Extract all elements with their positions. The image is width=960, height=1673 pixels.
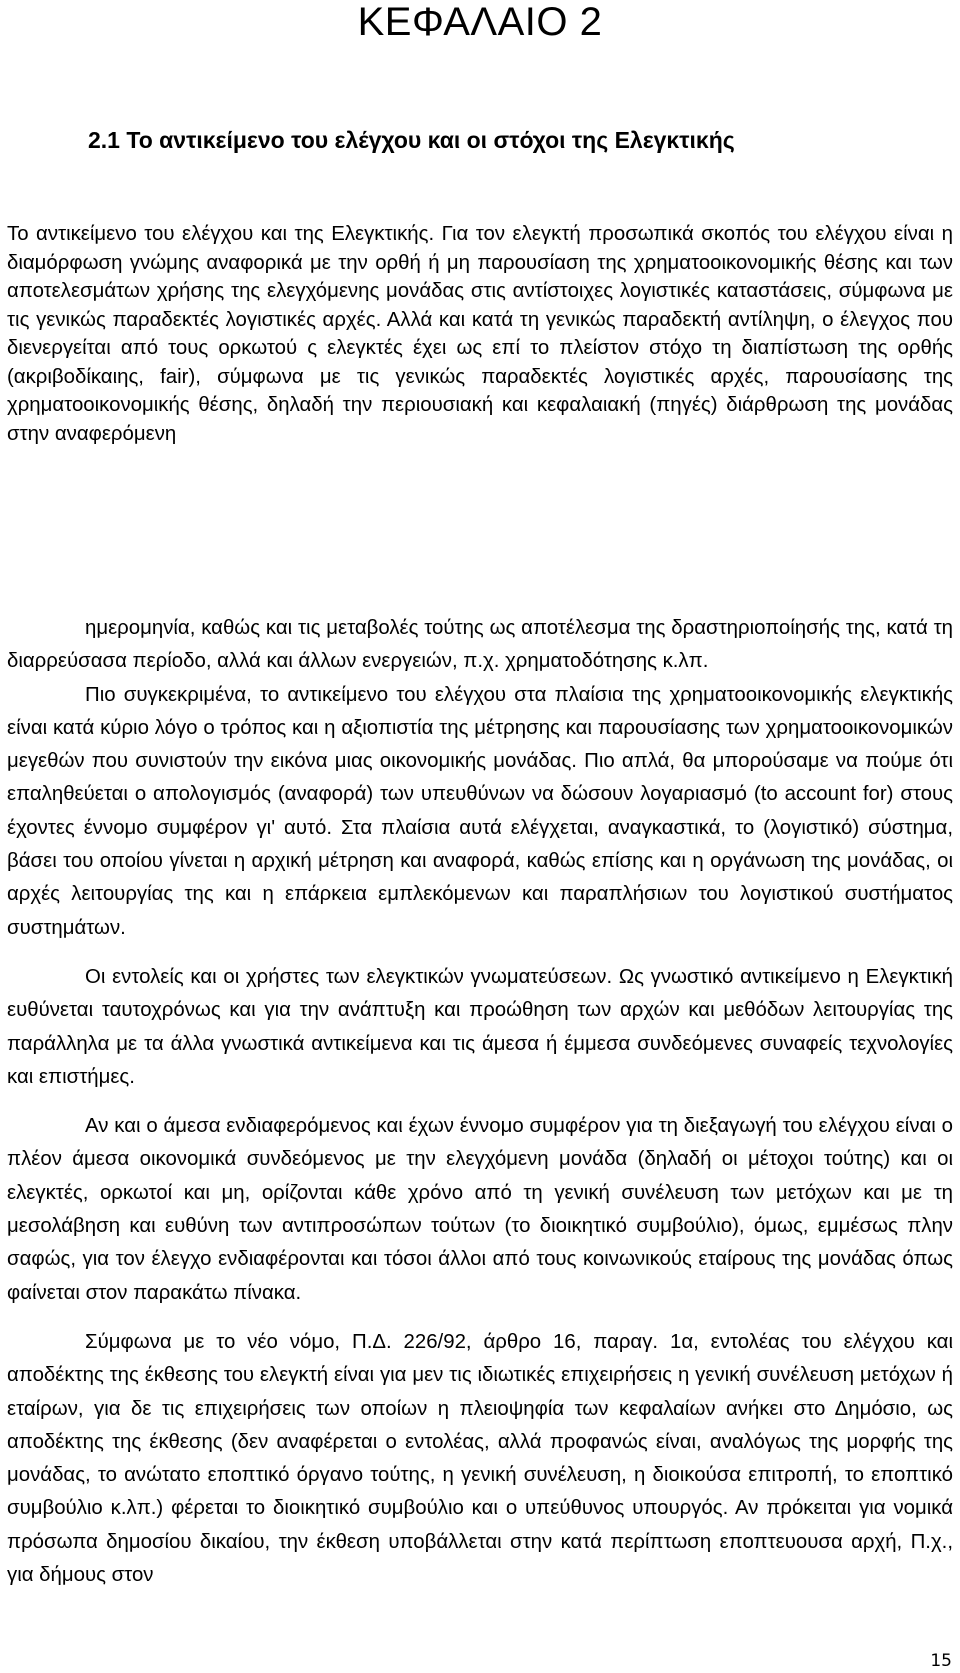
paragraph-intro: Το αντικείμενο του ελέγχου και της Ελεγκτικής. Για τον ελεγκτή προσωπικά σκοπός του ελέγχου είναι η διαμόρφωση γνώμης αναφορικά με την ορθή ή μη παρουσίαση της χρηματοοικονομικής θέσης και των αποτελεσμάτων χρήσης της ελεγχόμενης μονάδας στις αντίστοιχες λογιστικές καταστάσεις, σύμφωνα με τις γενικώς παραδεκτές λογιστικές αρχές. Αλλά και κατά τη γενικώς παραδεκτή αντίληψη, ο έλεγχος που διενεργείται από τους ορκωτού ς ελεγκτές έχει ως επί το πλείστον στόχο τη διαπίστωση της ορθής (ακριβοδίκαιης, fair), σύμφωνα με τις γενικώς παραδεκτές λογιστικές αρχές, παρουσίασης της χρηματοοικονομικής θέσης, δηλαδή την περιουσιακή και κεφαλαιακή (πηγές) διάρθρωση της μονάδας στην αναφερόμενη — [7, 223, 953, 445]
paragraph-specific-object: Πιο συγκεκριμένα, το αντικείμενο του ελέγχου στα πλαίσια της χρηματοοικονομικής ελεγκτικής είναι κατά κύριο λόγο ο τρόπος και η αξιοπιστία της μέτρησης και παρουσίασης των χρηματοοικονομικών μεγεθών που συνιστούν την εικόνα μιας οικονομικής μονάδας. Πιο απλά, θα μπορούσαμε να πούμε ότι επαληθεύεται ο απολογισμός (αναφορά) των υπευθύνων να δώσουν λογαριασμό (to account for) στους έχοντες έννομο συμφέρον γι' αυτό. Στα πλαίσια αυτά ελέγχεται, αναγκαστικά, το (λογιστικό) σύστημα, βάσει του οποίου γίνεται η αρχική μέτρηση και αναφορά, καθώς επίσης και η οργάνωση της μονάδας, οι αρχές λειτουργίας της και η επάρκεια εμπλεκόμενων και παραπλήσιων του λογιστικού συστήματος συστημάτων. — [7, 683, 953, 939]
chapter-title: ΚΕΦΑΛΑΙΟ 2 — [357, 0, 603, 44]
paragraph-clients-users: Οι εντολείς και οι χρήστες των ελεγκτικών γνωματεύσεων. Ως γνωστικό αντικείμενο η Ελεγκτική ευθύνεται ταυτοχρόνως και για την ανάπτυξη και προώθηση των αρχών και μεθόδων λειτουργίας της παράλληλα με τα άλλα γνωστικά αντικείμενα και τις άμεσα ή έμμεσα συνδεόμενες συναφείς τεχνολογίες και επιστήμες. — [7, 965, 953, 1088]
paragraph-law: Σύμφωνα με το νέο νόμο, Π.Δ. 226/92, άρθρο 16, παραγ. 1α, εντολέας του ελέγχου και αποδέκτης της έκθεσης του ελεγκτή είναι για μεν τις ιδιωτικές επιχειρήσεις η γενική συνέλευση μετόχων ή εταίρων, για δε τις επιχειρήσεις των οποίων η πλειοψηφία των κεφαλαίων ανήκει στο Δημόσιο, ως αποδέκτης της έκθεσης (δεν αναφέρεται ο εντολέας, αλλά προφανώς είναι, αναλόγως της μορφής της μονάδας, το ανώτατο εποπτικό όργανο τούτης, η γενική συνέλευση, η διοικούσα επιτροπή, το εποπτικό συμβούλιο κ.λπ.) φέρεται το διοικητικό συμβούλιο και ο υπεύθυνος υπουργός. Αν πρόκειται για νομικά πρόσωπα δημοσίου δικαίου, την έκθεση υποβάλλεται στην κατά περίπτωση εποπτευουσα αρχή, Π.χ., για δήμους στον — [7, 1330, 953, 1587]
paragraph-date-continuation: ημερομηνία, καθώς και τις μεταβολές τούτης ως αποτέλεσμα της δραστηριοποίησής της, κατά τη διαρρεύσασα περίοδο, αλλά και άλλων ενεργειών, π.χ. χρηματοδότησης κ.λπ. — [7, 617, 953, 673]
page-number: 15 — [930, 1651, 952, 1671]
body-block — [7, 612, 953, 1592]
paragraph-stakeholders: Αν και ο άμεσα ενδιαφερόμενος και έχων έννομο συμφέρον για τη διεξαγωγή του ελέγχου είναι ο πλέον άμεσα οικονομικά συνδεόμενος με την ελεγχόμενη μονάδα (δηλαδή οι μέτοχοι τούτης) και οι ελεγκτές, ορκωτοί και μη, ορίζονται κάθε χρόνο από τη γενική συνέλευση των μετόχων και με τη μεσολάβηση και ευθύνη των αντιπροσώπων τούτων (το διοικητικό συμβούλιο), όμως, εμμέσως πλην σαφώς, για τον έλεγχο ενδιαφέρονται και τόσοι άλλοι από τους κοινωνικούς εταίρους της μονάδας όπως φαίνεται στον παρακάτω πίνακα. — [7, 1115, 953, 1304]
section-heading: 2.1 Το αντικείμενο του ελέγχου και οι στόχοι της Ελεγκτικής — [88, 127, 735, 153]
